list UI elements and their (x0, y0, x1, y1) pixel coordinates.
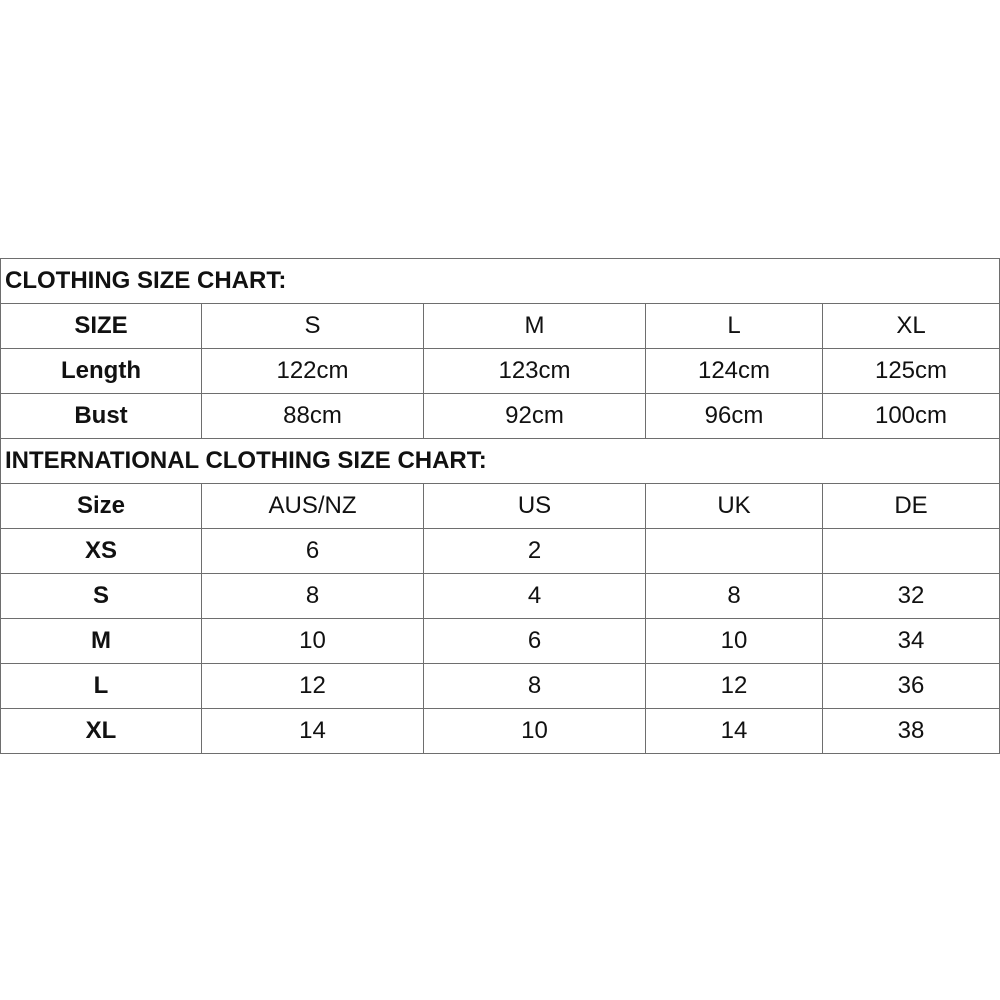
table-cell: 4 (424, 574, 646, 619)
clothing-header-cell: XL (823, 304, 1000, 349)
table-cell: 6 (202, 529, 424, 574)
table-cell: 125cm (823, 349, 1000, 394)
clothing-header-label: SIZE (1, 304, 202, 349)
international-chart-header-row (1, 484, 1000, 529)
table-row (1, 709, 1000, 754)
table-cell: 14 (646, 709, 823, 754)
row-label: XL (1, 709, 202, 754)
international-chart-title: INTERNATIONAL CLOTHING SIZE CHART: (1, 439, 1000, 484)
table-cell (646, 529, 823, 574)
table-cell: 6 (424, 619, 646, 664)
table-cell: 2 (424, 529, 646, 574)
row-label: S (1, 574, 202, 619)
table-cell: 8 (646, 574, 823, 619)
clothing-header-cell: L (646, 304, 823, 349)
table-cell: 10 (424, 709, 646, 754)
row-label: L (1, 664, 202, 709)
table-row (1, 664, 1000, 709)
size-chart-table (0, 258, 1000, 754)
table-cell: 96cm (646, 394, 823, 439)
row-label: XS (1, 529, 202, 574)
table-cell: 14 (202, 709, 424, 754)
table-row (1, 349, 1000, 394)
table-cell: 12 (202, 664, 424, 709)
table-cell: 32 (823, 574, 1000, 619)
clothing-chart-title-row (1, 259, 1000, 304)
international-header-cell: UK (646, 484, 823, 529)
table-cell: 100cm (823, 394, 1000, 439)
clothing-chart-title: CLOTHING SIZE CHART: (1, 259, 1000, 304)
table-cell: 36 (823, 664, 1000, 709)
row-label: Length (1, 349, 202, 394)
table-cell: 92cm (424, 394, 646, 439)
size-chart (0, 258, 999, 754)
table-cell: 123cm (424, 349, 646, 394)
clothing-chart-header-row (1, 304, 1000, 349)
table-row (1, 529, 1000, 574)
international-header-cell: AUS/NZ (202, 484, 424, 529)
table-row (1, 394, 1000, 439)
table-row (1, 619, 1000, 664)
clothing-header-cell: S (202, 304, 424, 349)
table-cell: 10 (202, 619, 424, 664)
table-cell: 10 (646, 619, 823, 664)
international-header-cell: US (424, 484, 646, 529)
international-header-label: Size (1, 484, 202, 529)
table-cell: 8 (202, 574, 424, 619)
row-label: M (1, 619, 202, 664)
table-cell: 12 (646, 664, 823, 709)
table-cell (823, 529, 1000, 574)
table-cell: 124cm (646, 349, 823, 394)
table-cell: 38 (823, 709, 1000, 754)
clothing-header-cell: M (424, 304, 646, 349)
table-cell: 122cm (202, 349, 424, 394)
table-cell: 34 (823, 619, 1000, 664)
international-chart-title-row (1, 439, 1000, 484)
table-cell: 88cm (202, 394, 424, 439)
international-header-cell: DE (823, 484, 1000, 529)
table-row (1, 574, 1000, 619)
row-label: Bust (1, 394, 202, 439)
table-cell: 8 (424, 664, 646, 709)
